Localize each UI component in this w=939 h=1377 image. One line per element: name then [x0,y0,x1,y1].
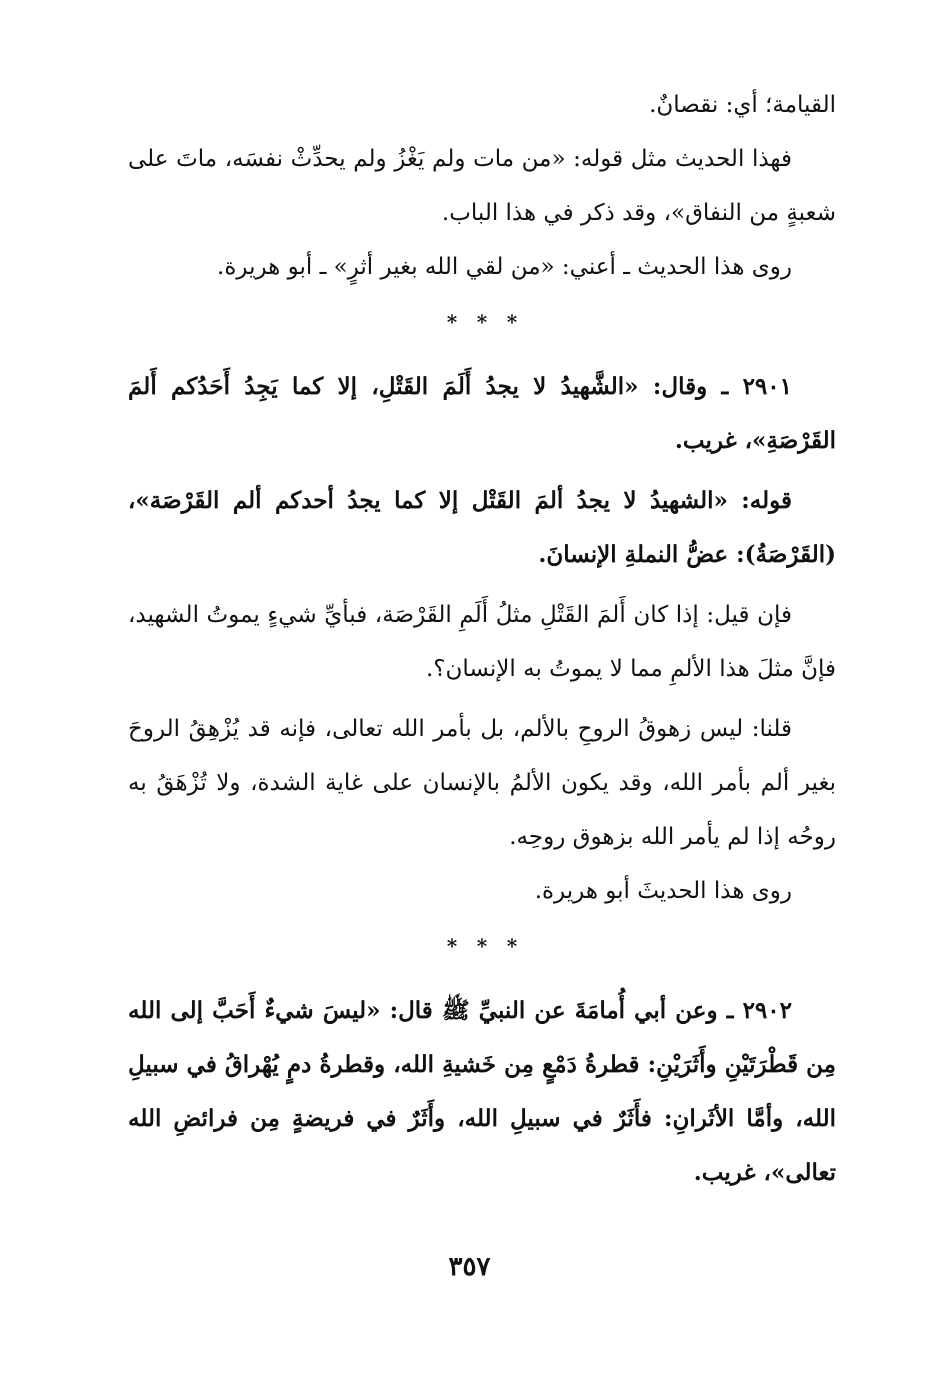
hadith-2902: ٢٩٠٢ ـ وعن أبي أُمامَةَ عن النبيِّ ﷺ قال: «ليسَ شيءٌ أَحَبَّ إلى الله مِن قَطْرَتَيْنِ وأَثَرَيْنِ: قطرةُ دَمْعٍ مِن خَشيةِ الله، وقطرةُ دمٍ يُهْراقُ في سبيلِ الله، وأمَّا الأثَرانِ: فأَثَرٌ في سبيلِ الله، وأَثَرٌ في فريضةٍ مِن فرائضِ الله تعالى»، غريب. [128,997,836,1186]
hadith-2901: ٢٩٠١ ـ وقال: «الشَّهيدُ لا يجدُ أَلَمَ القَتْلِ، إلا كما يَجِدُ أَحَدُكم أَلمَ القَرْصَةِ»، غريب. [128,373,836,454]
page-number: ٣٥٧ [448,1252,491,1282]
section-separator-1 [128,308,836,336]
separator-star: * [446,934,458,958]
paragraph-narrator-athar: روى هذا الحديث ـ أعني: «من لقي الله بغير أثرٍ» ـ أبو هريرة. [217,254,792,280]
commentary-question: فإن قيل: إذا كان أَلمَ القَتْلِ مثلُ أَلَمِ القَرْصَة، فبأيِّ شيءٍ يموتُ الشهيد، فإنَّ مثلَ هذا الألمِ مما لا يموتُ به الإنسان؟. [128,602,836,682]
page-body [128,78,836,1200]
commentary-answer: قلنا: ليس زهوقُ الروحِ بالألم، بل بأمر الله تعالى، فإنه قد يُزْهِقُ الروحَ بغير ألم بأمر الله، وقد يكون الألمُ بالإنسان على غاية الشدة، ولا تُزْهَقُ به روحُه إذا لم يأمر الله بزهوق روحِه. [128,716,836,850]
paragraph-hadith-comparison: فهذا الحديث مثل قوله: «من مات ولم يَغْزُ ولم يحدِّثْ نفسَه، ماتَ على شعبةٍ من النفاق»، وقد ذكر في هذا الباب. [128,146,836,226]
separator-star: * [506,310,518,334]
section-separator-2 [128,932,836,960]
commentary-qarsa-text: قوله: «الشهيدُ لا يجدُ ألمَ القَتْل إلا كما يجدُ أحدكم ألم القَرْصَة»، (القَرْصَةُ): عضُّ النملةِ الإنسانَ. [128,487,836,568]
paragraph-qiyama: القيامة؛ أي: نقصانٌ. [649,92,836,118]
separator-star: * [476,310,488,334]
commentary-qarsa-definition [128,474,836,582]
separator-star: * [476,934,488,958]
separator-star: * [446,310,458,334]
separator-star: * [506,934,518,958]
paragraph-narrator-abu-hurayra: روى هذا الحديثَ أبو هريرة. [534,878,792,904]
